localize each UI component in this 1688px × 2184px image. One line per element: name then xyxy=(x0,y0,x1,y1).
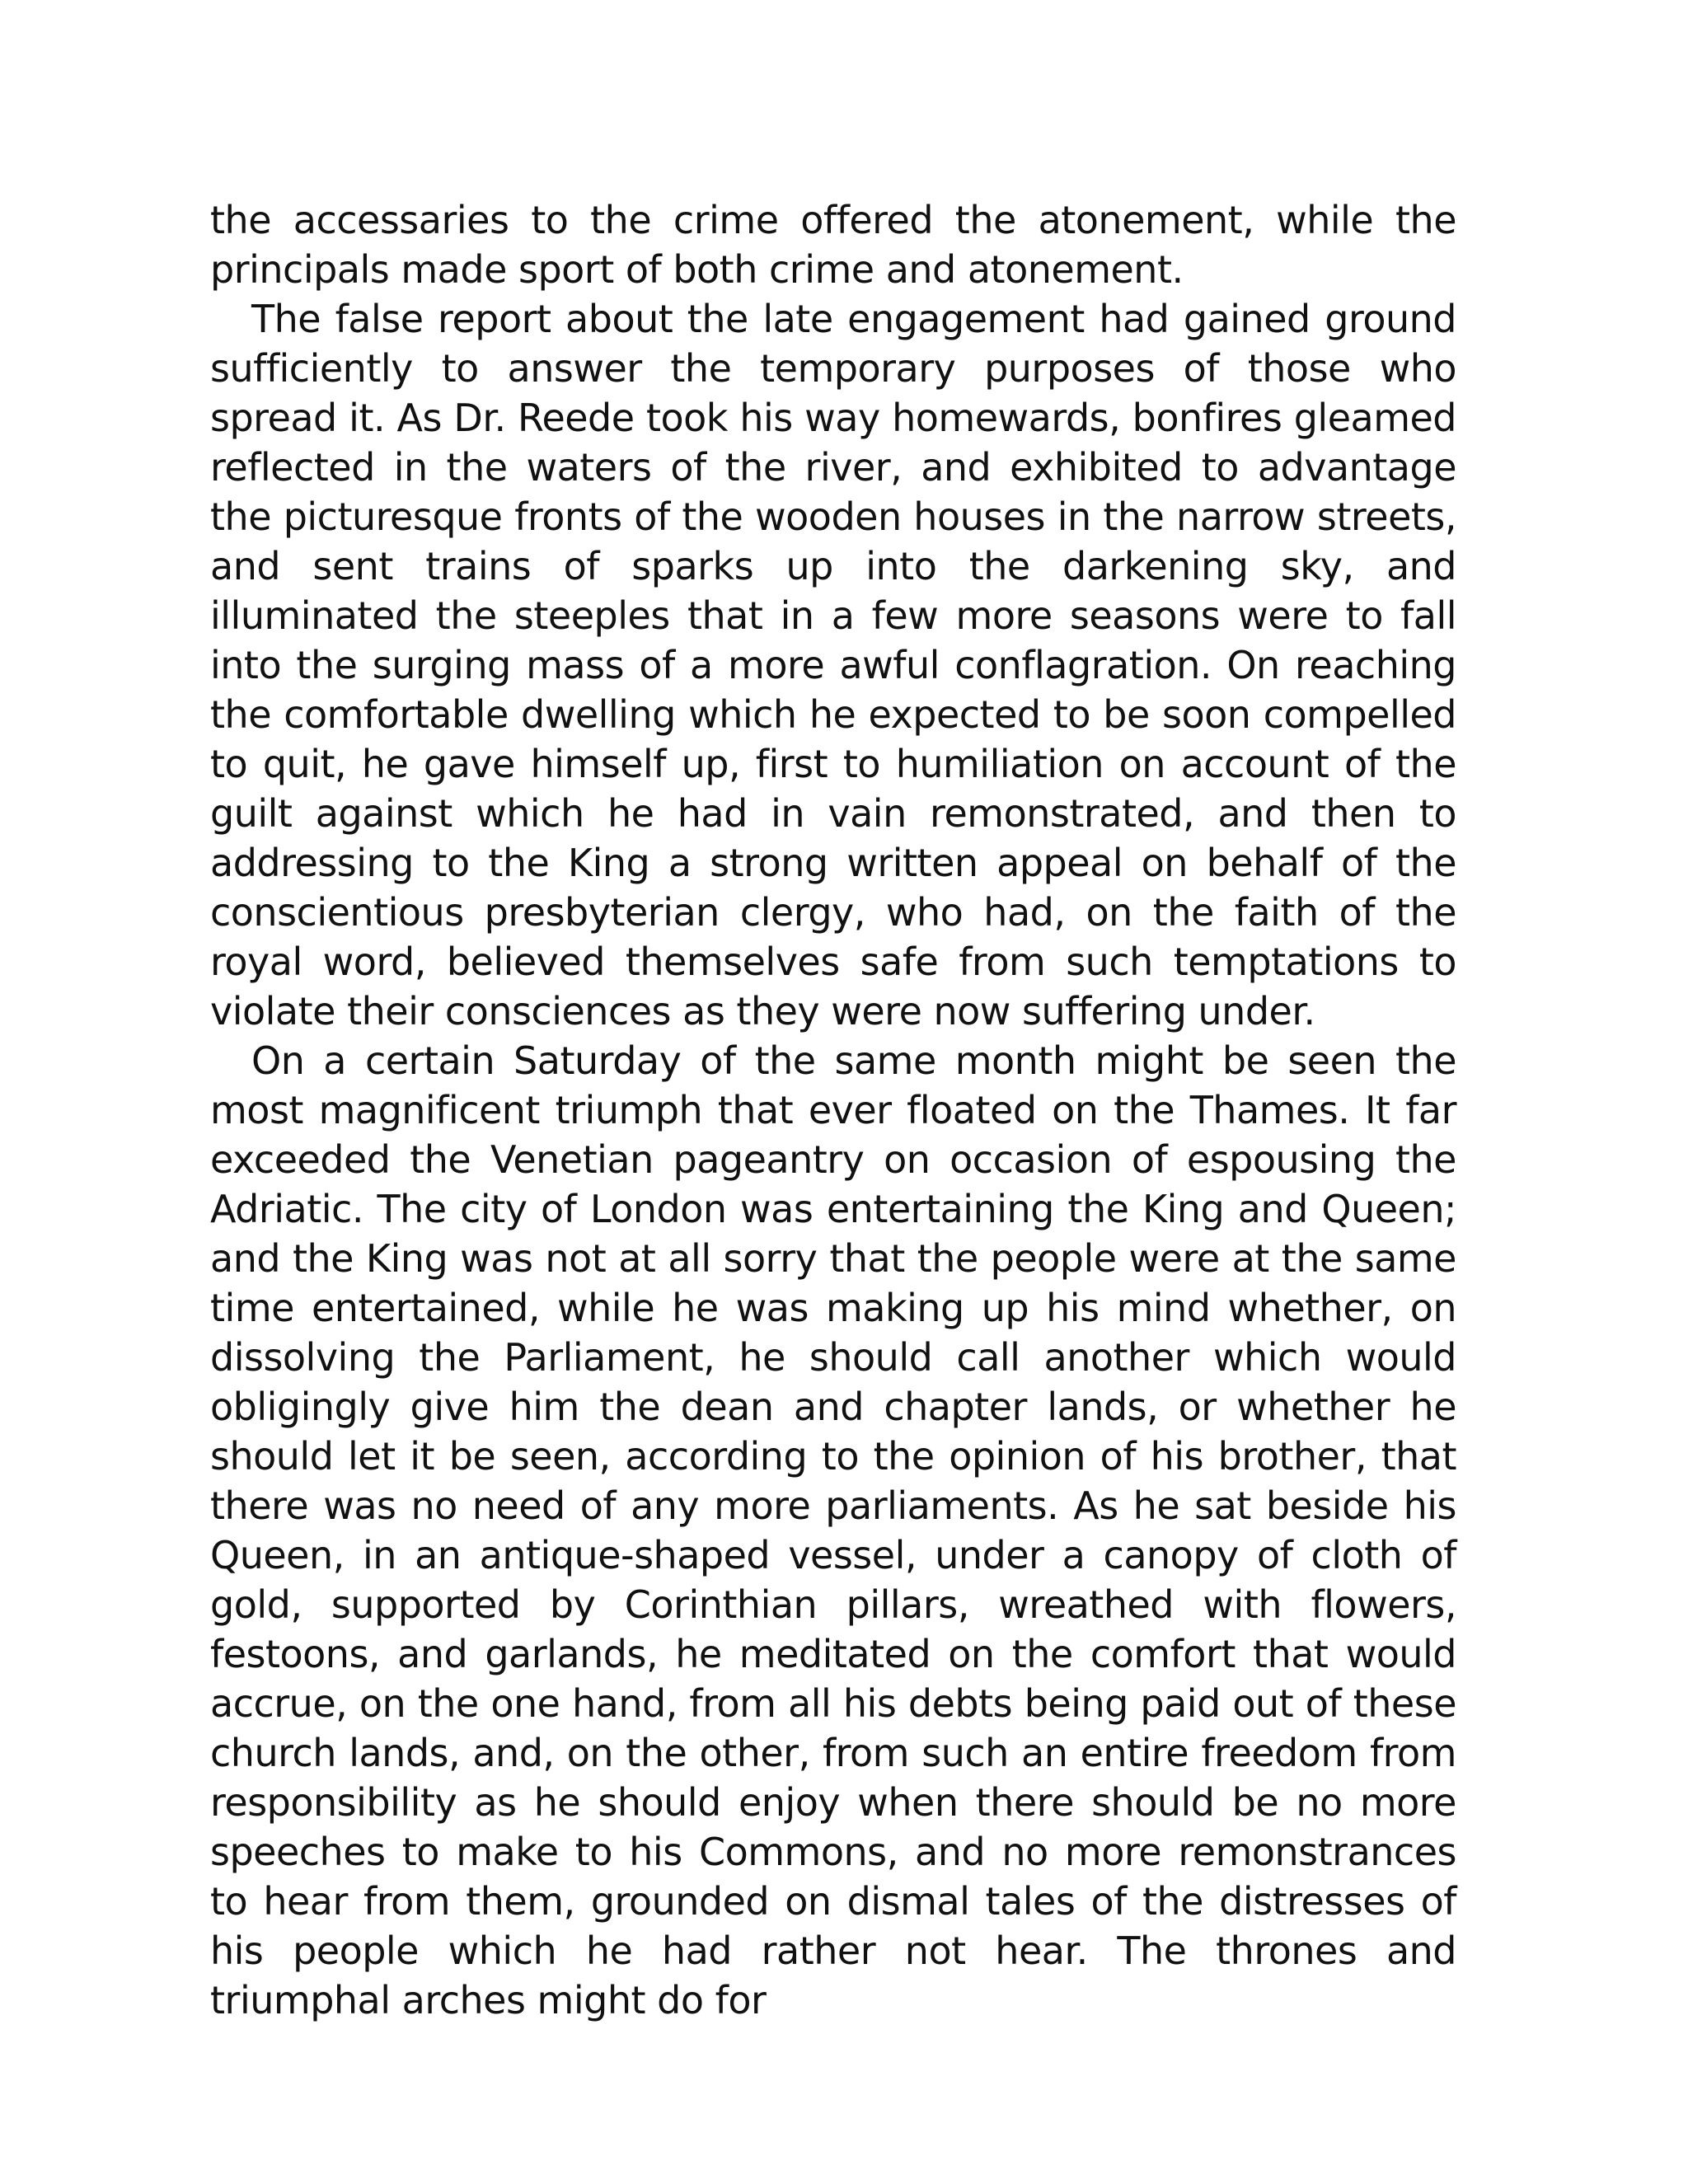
paragraph-thames-triumph: On a certain Saturday of the same month might be seen the most magnificent triumph that ever floated on the Thames. It far exceeded the Venetian pageantry on occasion of espousing the Adriatic. The city of London was entertaining the King and Queen; and the King was not at all sorry that the people were at the same time entertained, while he was making up his mind whether, on dissolving the Parliament, he should call another which would obligingly give him the dean and chapter lands, or whether he should let it be seen, according to the opinion of his brother, that there was no need of any more parliaments. As he sat beside his Queen, in an antique-shaped vessel, under a canopy of cloth of gold, supported by Corinthian pillars, wreathed with flowers, festoons, and garlands, he meditated on the comfort that would accrue, on the one hand, from all his debts being paid out of these church lands, and, on the other, from such an entire freedom from responsibility as he should enjoy when there should be no more speeches to make to his Commons, and no more remonstrances to hear from them, grounded on dismal tales of the distresses of his people which he had rather not hear. The thrones and triumphal arches might do for xyxy=(210,1038,1456,2022)
paragraph-continuation: the accessaries to the crime offered the atonement, while the principals made sport of both crime and atonement. xyxy=(210,198,1456,292)
page-body xyxy=(210,195,1456,2025)
paragraph-false-report: The false report about the late engagement had gained ground sufficiently to answer the temporary purposes of those who spread it. As Dr. Reede took his way homewards, bonfires gleamed reflected in the waters of the river, and exhibited to advantage the picturesque fronts of the wooden houses in the narrow streets, and sent trains of sparks up into the darkening sky, and illuminated the steeples that in a few more seasons were to fall into the surging mass of a more awful conflagration. On reaching the comfortable dwelling which he expected to be soon compelled to quit, he gave himself up, first to humiliation on account of the guilt against which he had in vain remonstrated, and then to addressing to the King a strong written appeal on behalf of the conscientious presbyterian clergy, who had, on the faith of the royal word, believed themselves safe from such temptations to violate their consciences as they were now suffering under. xyxy=(210,297,1456,1033)
